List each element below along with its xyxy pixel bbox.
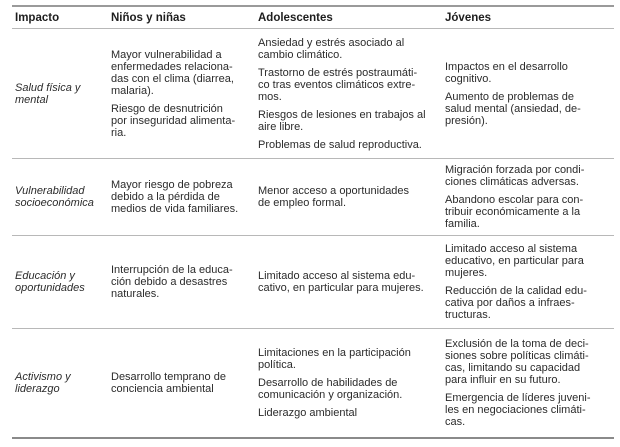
table-row: [12, 329, 614, 438]
adolescentes-cell: [255, 236, 442, 329]
impact-table: [12, 5, 614, 439]
impact-cell: Vulnerabilidad socioeconómica: [15, 185, 94, 209]
impact-cell: Educación y oportunidades: [15, 270, 85, 294]
ninos-paragraph: Mayor vulnerabilidad a enfermedades relaciona- das con el clima (diarrea, malaria).: [111, 48, 234, 97]
header-row: [12, 6, 614, 29]
ninos-paragraph: Interrupción de la educa- ción debido a desastres naturales.: [111, 264, 233, 300]
table-row: [12, 159, 614, 236]
jovenes-paragraph: Reducción de la calidad edu- cativa por daños a infraes- tructuras.: [445, 285, 587, 321]
adolescentes-paragraph: Trastorno de estrés postraumáti- co tras eventos climáticos extre- mos.: [258, 66, 418, 103]
adolescentes-cell: [255, 29, 442, 159]
jovenes-cell: [442, 329, 614, 438]
table-body: [12, 29, 614, 438]
ninos-cell: [108, 29, 255, 159]
jovenes-cell: [442, 159, 614, 236]
ninos-cell: [108, 329, 255, 438]
impact-cell: Activismo y liderazgo: [15, 370, 71, 395]
adolescentes-paragraph: Problemas de salud reproductiva.: [258, 138, 422, 151]
adolescentes-paragraph: Liderazgo ambiental: [258, 406, 358, 419]
adolescentes-paragraph: Ansiedad y estrés asociado al cambio climático.: [258, 36, 405, 61]
jovenes-paragraph: Exclusión de la toma de deci- siones sobre políticas climáti- cas, limitando su capacidad para influir en su futuro.: [445, 337, 589, 386]
adolescentes-paragraph: Limitaciones en la participación política.: [258, 346, 411, 371]
adolescentes-paragraph: Menor acceso a oportunidades de empleo formal.: [258, 185, 410, 209]
ninos-cell: [108, 159, 255, 236]
adolescentes-cell: [255, 329, 442, 438]
ninos-paragraph: Riesgo de desnutrición por inseguridad alimenta- ria.: [111, 102, 236, 139]
adolescentes-paragraph: Riesgos de lesiones en trabajos al aire libre.: [258, 108, 426, 133]
jovenes-paragraph: Aumento de problemas de salud mental (ansiedad, de- presión).: [445, 90, 581, 127]
jovenes-paragraph: Limitado acceso al sistema educativo, en particular para mujeres.: [445, 243, 584, 279]
ninos-paragraph: Desarrollo temprano de conciencia ambiental: [111, 370, 226, 395]
adolescentes-paragraph: Limitado acceso al sistema edu- cativo, en particular para mujeres.: [258, 270, 424, 294]
jovenes-paragraph: Migración forzada por condi- ciones climáticas adversas.: [445, 164, 585, 188]
jovenes-cell: [442, 29, 614, 159]
table-row: [12, 236, 614, 329]
table-row: [12, 29, 614, 159]
header-jovenes: Jóvenes: [445, 11, 492, 24]
header-impacto: Impacto: [15, 11, 60, 24]
jovenes-paragraph: Impactos en el desarrollo cognitivo.: [445, 60, 568, 85]
ninos-cell: [108, 236, 255, 329]
adolescentes-paragraph: Desarrollo de habilidades de comunicación y organización.: [258, 376, 403, 401]
header-ninos: Niños y niñas: [111, 11, 186, 24]
adolescentes-cell: [255, 159, 442, 236]
header-adolescentes: Adolescentes: [258, 11, 333, 24]
jovenes-paragraph: Abandono escolar para con- tribuir económicamente a la familia.: [445, 194, 584, 230]
ninos-paragraph: Mayor riesgo de pobreza debido a la pérdida de medios de vida familiares.: [111, 179, 239, 215]
jovenes-cell: [442, 236, 614, 329]
jovenes-paragraph: Emergencia de líderes juveni- les en negociaciones climáti- cas.: [445, 391, 591, 428]
impact-cell: Salud física y mental: [15, 81, 81, 106]
